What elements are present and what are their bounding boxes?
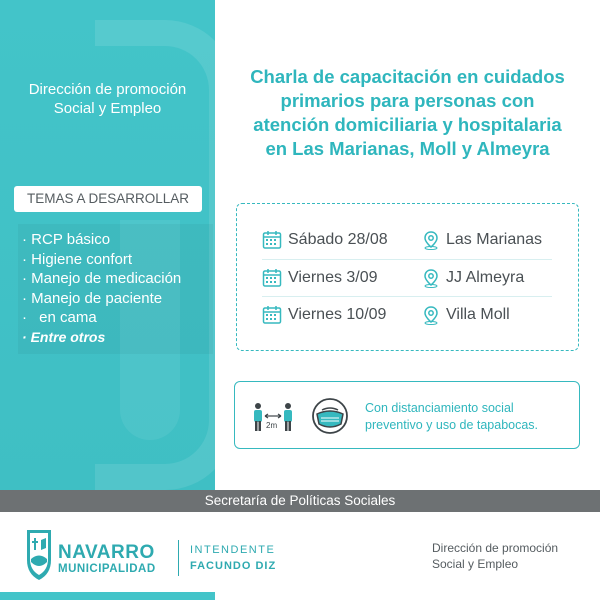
footer-org xyxy=(432,540,558,572)
location-pin-icon xyxy=(422,230,440,250)
info-line: preventivo y uso de tapabocas. xyxy=(365,418,539,432)
secretariat-text: Secretaría de Políticas Sociales xyxy=(204,493,396,508)
place-text: JJ Almeyra xyxy=(446,269,525,286)
headline-line: primarios para personas con xyxy=(280,90,535,111)
topic-item: · Manejo de medicación xyxy=(22,269,213,289)
place-text: Las Marianas xyxy=(446,231,543,248)
brand-subtitle: MUNICIPALIDAD xyxy=(58,563,156,575)
date-text: Viernes 10/09 xyxy=(288,306,387,323)
schedule-place xyxy=(422,305,510,325)
calendar-icon xyxy=(262,305,282,325)
calendar-icon xyxy=(262,268,282,288)
schedule-place xyxy=(422,230,542,250)
org-title-line: Dirección de promoción xyxy=(28,81,187,98)
face-mask-icon xyxy=(309,396,351,441)
topic-item-other: · Entre otros xyxy=(22,328,213,348)
calendar-icon xyxy=(262,230,282,250)
topic-item-text: en cama xyxy=(39,309,97,326)
schedule-box xyxy=(236,203,579,351)
topic-item: · Manejo de paciente xyxy=(22,289,213,309)
topic-item-continuation xyxy=(22,308,213,328)
left-panel xyxy=(0,0,215,490)
footer-org-line: Dirección de promoción xyxy=(432,541,559,555)
headline-line: atención domiciliaria y hospitalaria xyxy=(253,114,562,135)
event-headline xyxy=(225,65,590,161)
distance-label: 2m xyxy=(266,421,278,430)
schedule-row xyxy=(262,222,552,258)
intendente-label: INTENDENTE xyxy=(190,544,276,556)
headline-line: en Las Marianas, Moll y Almeyra xyxy=(265,138,550,159)
schedule-row xyxy=(262,260,552,296)
schedule-date xyxy=(262,268,422,288)
secretariat-band xyxy=(0,490,600,512)
bottom-strip xyxy=(0,592,215,600)
topic-item: · RCP básico xyxy=(22,230,213,250)
footer xyxy=(0,512,600,600)
org-title xyxy=(0,80,215,118)
schedule-place xyxy=(422,268,524,288)
location-pin-icon xyxy=(422,268,440,288)
topics-header: TEMAS A DESARROLLAR xyxy=(14,186,202,212)
brand-name: NAVARRO xyxy=(58,542,155,563)
date-text: Viernes 3/09 xyxy=(288,269,378,286)
info-line: Con distanciamiento social xyxy=(365,401,514,415)
date-text: Sábado 28/08 xyxy=(288,231,388,248)
place-text: Villa Moll xyxy=(446,306,510,323)
schedule-date xyxy=(262,305,422,325)
safety-info-text xyxy=(365,400,575,434)
org-title-line: Social y Empleo xyxy=(53,100,162,117)
safety-info-box xyxy=(234,381,580,449)
headline-line: Charla de capacitación en cuidados xyxy=(250,66,565,87)
divider xyxy=(178,540,179,576)
location-pin-icon xyxy=(422,305,440,325)
municipal-crest-icon xyxy=(24,526,54,587)
topics-list xyxy=(18,224,213,354)
schedule-date xyxy=(262,230,422,250)
intendente-name: FACUNDO DIZ xyxy=(190,560,277,572)
footer-org-line: Social y Empleo xyxy=(432,557,519,571)
schedule-row xyxy=(262,297,552,333)
topic-item: · Higiene confort xyxy=(22,250,213,270)
